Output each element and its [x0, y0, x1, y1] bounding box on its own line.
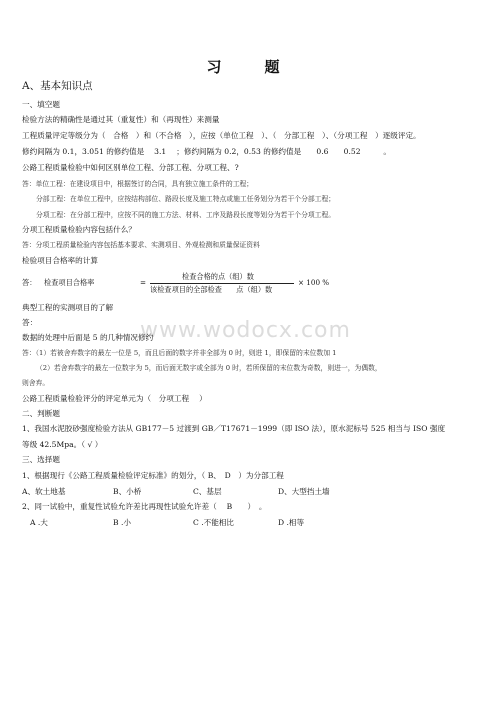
formula-denominator: 该检查项目的全部检查 点（组）数 [150, 285, 273, 294]
watermark: www.wodocx.com [140, 318, 351, 343]
line-7: 分项工程：在分部工程中，应按不同的施工方法、材料、工序及路段长度等划分为若干个分项工程。 [36, 211, 336, 219]
q1-option-c: C、基层 [193, 487, 222, 496]
page-title: 习 题 [206, 58, 294, 76]
q2-option-d: D .相等 [278, 518, 305, 527]
line-21: 2、同一试验中，重复性试验允许差比再现性试验允许差（ B ） 。 [22, 502, 267, 511]
line-13: 数据的处理中后面是 5 的几种情况修约 [22, 333, 154, 342]
line-12: 答： [22, 318, 38, 327]
formula-times-100: × 100 % [298, 278, 330, 287]
choice-heading: 三、选择题 [22, 455, 60, 464]
line-20: 1、根据现行《公路工程质量检验评定标准》的划分，（ B、 D ）为分部工程 [22, 471, 284, 480]
line-9: 答：分项工程质量检验内容包括基本要求、实测项目、外观检测和质量保证资料 [22, 241, 260, 249]
line-19: 等级 42.5Mpa。（ √ ） [22, 440, 103, 449]
line-10: 检验项目合格率的计算 [22, 256, 98, 265]
line-3: 修约间隔为 0.1，3.051 的修约值是 3.1 ；修约间隔为 0.2，0.53 的修约值是 0.6 0.52 。 [22, 147, 391, 156]
q1-option-a: A、软土地基 [22, 487, 66, 496]
line-11: 典型工程的实测项目的了解 [22, 303, 114, 312]
fraction-bar [150, 283, 294, 284]
line-1: 检验方法的精确性是通过其（重复性）和（再现性）来测量 [22, 115, 220, 124]
pass-rate-formula [22, 272, 382, 296]
formula-lhs: 检查项目合格率 [44, 278, 95, 287]
line-14: 答：（1）若被舍弃数字的最左一位是 5，而且后面的数字并非全部为 0 时，则进 1，即保留的末位数加 1 [22, 349, 337, 357]
formula-numerator: 检查合格的点（组）数 [182, 272, 254, 281]
section-a-heading: A、基本知识点 [22, 80, 93, 92]
line-15: （2）若舍弃数字的最左一位数字为 5，而后面无数字或全部为 0 时，若所保留的末位数为奇数，则进一，为偶数， [36, 364, 382, 372]
line-6: 分部工程：在单位工程中，应按结构部位、路段长度及施工特点或施工任务划分为若干个分部工程； [36, 195, 336, 203]
line-18: 1、我国水泥胶砂强度检验方法从 GB177－5 过渡到 GB／T17671－1999（即 ISO 法），原水泥标号 525 相当与 ISO 强度 [22, 424, 446, 433]
formula-equals: = [140, 278, 147, 287]
q1-option-d: D、大型挡土墙 [278, 487, 330, 496]
judge-heading: 二、判断题 [22, 409, 60, 418]
q2-option-c: C .不能相比 [193, 518, 235, 527]
line-16: 则舍弃。 [22, 379, 50, 387]
line-8: 分项工程质量检验内容包括什么？ [22, 225, 136, 234]
formula-answer-label: 答： [22, 278, 37, 287]
fill-heading: 一、填空题 [22, 100, 60, 109]
q1-option-b: B、小桥 [113, 487, 142, 496]
q2-option-a: A .大 [30, 518, 48, 527]
line-4: 公路工程质量检验中如何区别单位工程、分部工程、分项工程、? [22, 163, 239, 172]
line-17: 公路工程质量检验评分的评定单元为（ 分项工程 ） [22, 394, 207, 403]
line-5: 答：单位工程：在建设项目中，根据签订的合同，具有独立施工条件的工程； [22, 180, 254, 188]
q2-option-b: B .小 [113, 518, 132, 527]
line-2: 工程质量评定等级分为（ 合格 ）和（不合格 ），应按（单位工程 ）、（ 分部工程 ）、（分项工程 ）逐级评定。 [22, 131, 421, 140]
